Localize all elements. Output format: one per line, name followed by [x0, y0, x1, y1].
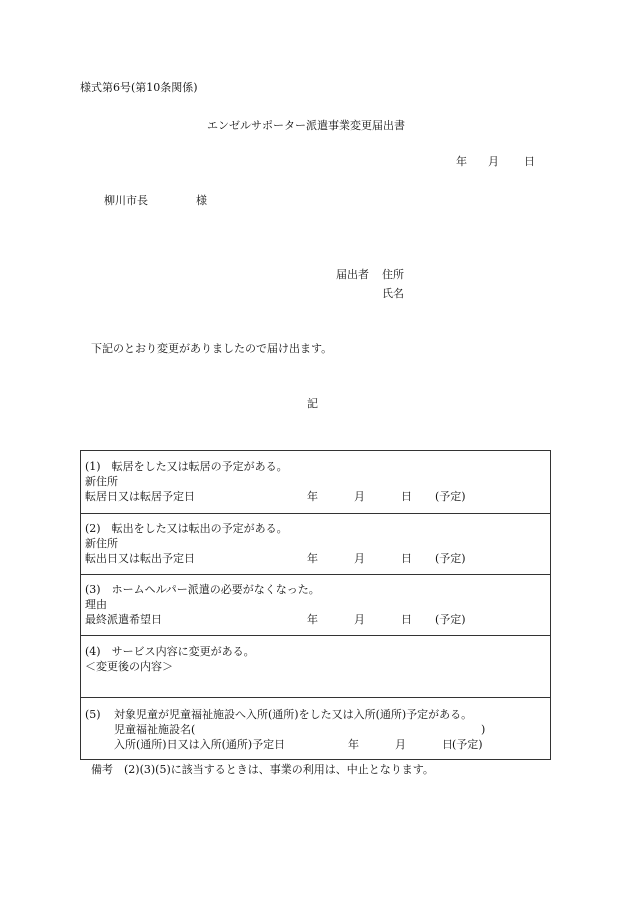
table-row	[81, 513, 550, 574]
applicant-name-label: 氏名	[382, 287, 404, 300]
row-heading: 対象児童が児童福祉施設へ入所(通所)をした又は入所(通所)予定がある。	[114, 708, 473, 721]
date-month-label: 月	[488, 155, 499, 168]
change-items-table	[80, 450, 551, 760]
date-day-label: 日	[524, 155, 535, 168]
row-note: (予定)	[452, 738, 483, 751]
row-year: 年	[307, 490, 318, 503]
row-day: 日	[442, 738, 453, 751]
row-paren-close: )	[481, 723, 486, 736]
row-line3: 最終派遣希望日	[85, 613, 162, 626]
row-month: 月	[354, 613, 365, 626]
row-day: 日	[401, 552, 412, 565]
table-row	[81, 697, 550, 759]
document-title: エンゼルサポーター派遣事業変更届出書	[207, 119, 405, 132]
row-line2: ＜変更後の内容＞	[85, 660, 173, 673]
row-number: (5)	[85, 708, 101, 721]
row-year: 年	[348, 738, 359, 751]
row-note: (予定)	[435, 552, 466, 565]
row-line2: 新住所	[85, 475, 118, 488]
row-month: 月	[354, 552, 365, 565]
row-line3: 転居日又は転居予定日	[85, 490, 195, 503]
applicant-address-label: 住所	[382, 268, 404, 281]
applicant-label: 届出者	[336, 268, 369, 281]
table-row	[81, 451, 550, 513]
row-heading: (4) サービス内容に変更がある。	[85, 645, 255, 658]
row-line2: 児童福祉施設名(	[114, 723, 196, 736]
row-note: (予定)	[435, 613, 466, 626]
form-number: 様式第6号(第10条関係)	[80, 81, 198, 94]
row-day: 日	[401, 613, 412, 626]
row-heading: (2) 転出をした又は転出の予定がある。	[85, 522, 288, 535]
row-note: (予定)	[435, 490, 466, 503]
row-line2: 新住所	[85, 537, 118, 550]
row-line2: 理由	[85, 598, 107, 611]
row-year: 年	[307, 552, 318, 565]
row-heading: (1) 転居をした又は転居の予定がある。	[85, 460, 288, 473]
row-month: 月	[354, 490, 365, 503]
row-month: 月	[395, 738, 406, 751]
ki-heading: 記	[307, 397, 318, 410]
remarks: 備考 (2)(3)(5)に該当するときは、事業の利用は、中止となります。	[91, 763, 434, 776]
row-day: 日	[401, 490, 412, 503]
row-year: 年	[307, 613, 318, 626]
addressee-honorific: 様	[196, 194, 207, 207]
row-heading: (3) ホームヘルパー派遣の必要がなくなった。	[85, 583, 320, 596]
addressee-name: 柳川市長	[104, 194, 148, 207]
table-row	[81, 635, 550, 697]
intro-text: 下記のとおり変更がありましたので届け出ます。	[91, 342, 333, 355]
date-year-label: 年	[456, 155, 467, 168]
row-line3: 入所(通所)日又は入所(通所)予定日	[114, 738, 286, 751]
table-row	[81, 574, 550, 635]
row-line3: 転出日又は転出予定日	[85, 552, 195, 565]
